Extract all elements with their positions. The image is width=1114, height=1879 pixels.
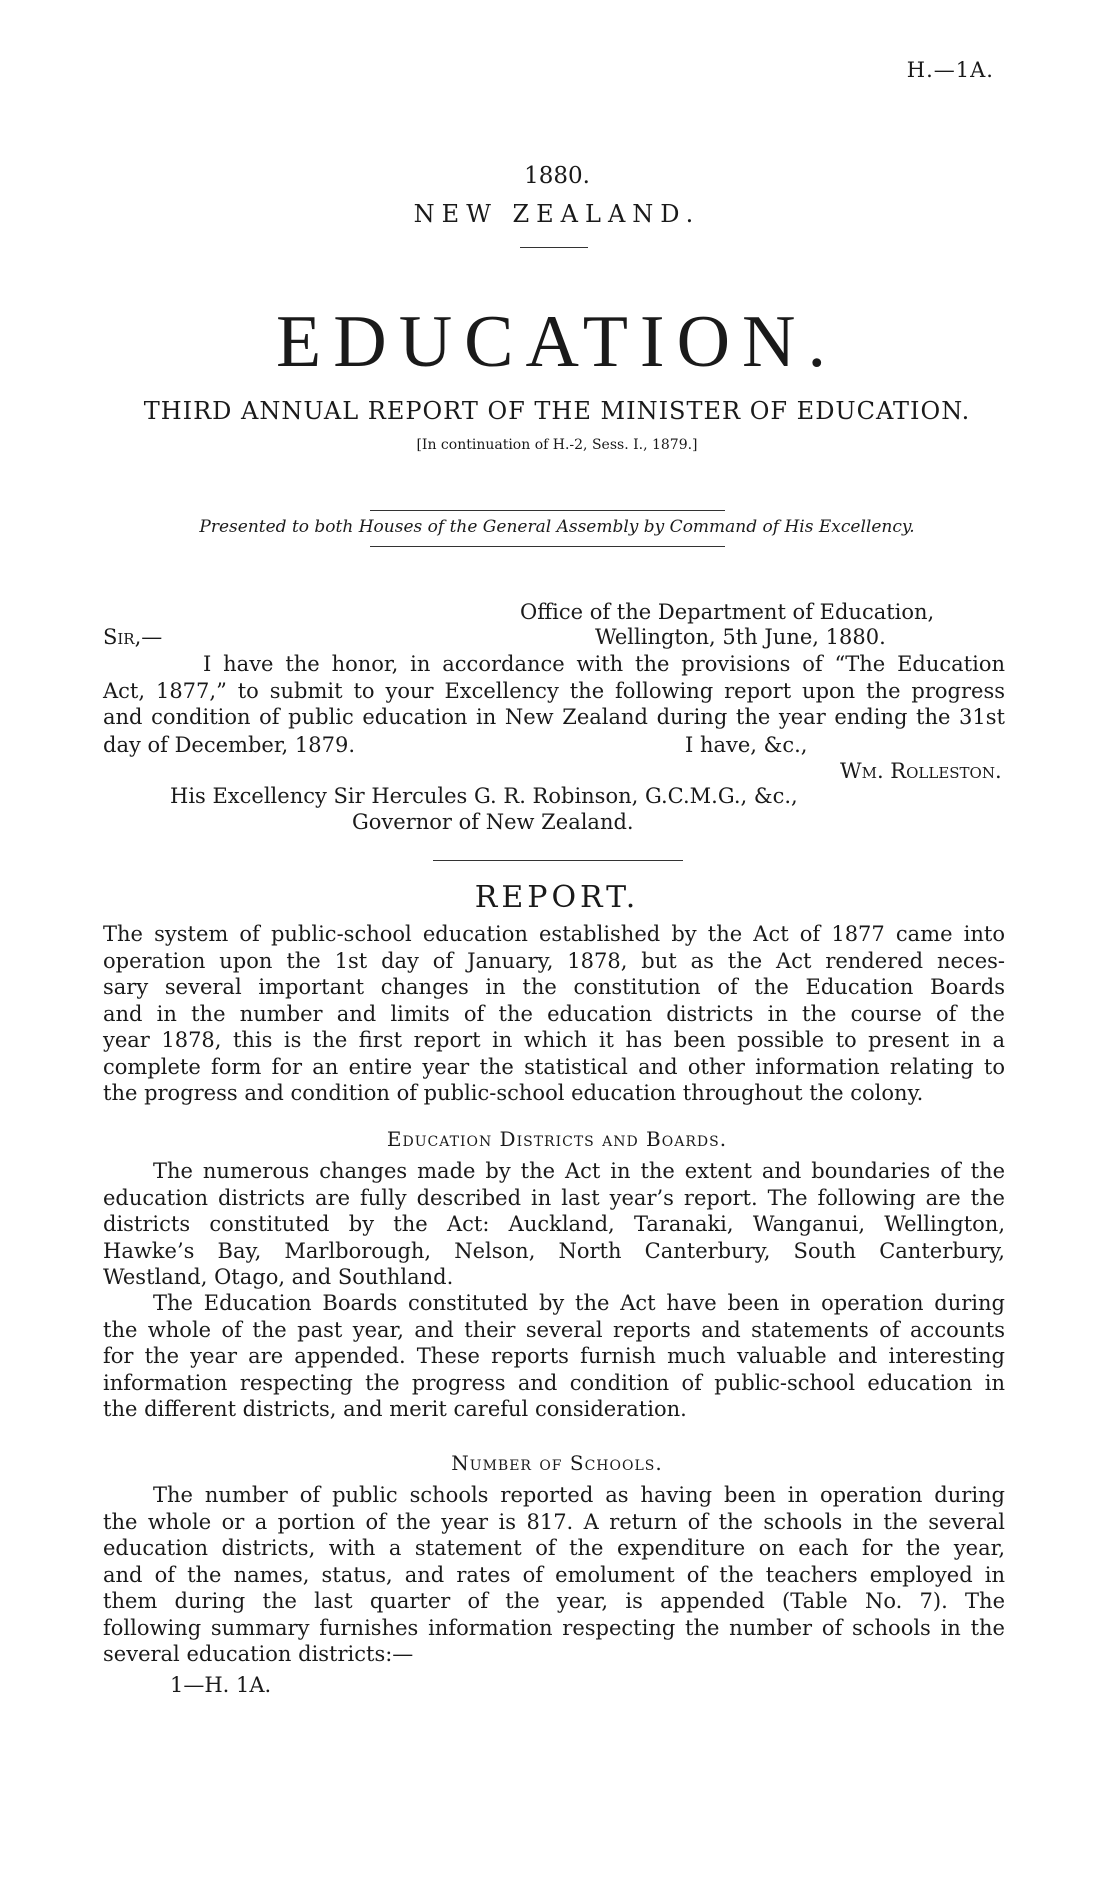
intro-line: sary several important changes in the constitution of the Education Boards [103,975,1005,999]
letter-line: I have the honor, in accordance with the provisions of “The Education [203,652,1005,676]
continuation-note: [In continuation of H.-2, Sess. I., 1879.] [416,437,698,453]
letter-line: and condition of public education in New Zealand during the year ending the 31st [103,705,1005,729]
boards-line: the different districts, and merit careful consideration. [103,1397,687,1421]
letter-office: Office of the Department of Education, [520,600,935,624]
boards-line: for the year are appended. These reports furnish much valuable and interesting [103,1344,1005,1368]
intro-line: complete form for an entire year the statistical and other information relating to [103,1054,1005,1079]
divider-report [433,860,683,861]
report-heading: REPORT. [474,880,640,915]
boards-line: The Education Boards constituted by the Act have been in operation during [153,1291,1005,1315]
divider-presented-bottom [370,546,725,547]
districts-line: Westland, Otago, and Southland. [103,1265,454,1289]
document-country: NEW ZEALAND. [413,200,701,228]
letter-closing: I have, &c., [685,733,808,757]
districts-paragraph-2 [103,1290,1005,1423]
districts-line: districts constituted by the Act: Auckland, Taranaki, Wanganui, Wellington, [103,1212,1005,1236]
document-title: EDUCATION. [276,301,838,383]
report-intro [103,921,1005,1107]
letter-last-line: day of December, 1879. [103,733,356,757]
schools-line: them during the last quarter of the year, is appended (Table No. 7). The [103,1589,1005,1613]
districts-line: Hawke’s Bay, Marlborough, Nelson, North Canterbury, South Canterbury, [103,1238,1005,1263]
document-reference: H.—1A. [906,58,994,82]
footer-reference: 1—H. 1A. [170,1673,272,1697]
boards-line: information respecting the progress and condition of public-school education in [103,1370,1005,1395]
districts-line: The numerous changes made by the Act in the extent and boundaries of the [153,1159,1005,1183]
schools-line: several education districts:— [103,1642,414,1666]
schools-line: following summary furnishes information respecting the number of schools in the [103,1615,1005,1640]
schools-line: and of the names, status, and rates of emolument of the teachers employed in [103,1562,1005,1587]
schools-paragraph [103,1482,1005,1668]
letter-signature: Wm. Rolleston. [840,759,1002,783]
letter-salutation: Sir,— [103,625,163,649]
divider-short [520,247,588,248]
intro-line: operation upon the 1st day of January, 1878, but as the Act rendered neces- [103,948,1005,973]
intro-line: The system of public-school education established by the Act of 1877 came into [103,922,1005,946]
schools-line: The number of public schools reported as having been in operation during [153,1483,1005,1507]
boards-line: the whole of the past year, and their several reports and statements of accounts [103,1317,1005,1342]
districts-paragraph-1 [103,1158,1005,1291]
document-subtitle: THIRD ANNUAL REPORT OF THE MINISTER OF EDUCATION. [143,397,971,425]
letter-addressee-title: Governor of New Zealand. [352,810,634,834]
districts-line: education districts are fully described in last year’s report. The following are the [103,1185,1005,1210]
intro-line: and in the number and limits of the education districts in the course of the [103,1001,1005,1026]
schools-line: the whole or a portion of the year is 817. A return of the schools in the several [103,1509,1005,1534]
section-heading-schools: Number of Schools. [451,1451,663,1475]
divider-presented-top [370,510,725,511]
section-heading-districts: Education Districts and Boards. [386,1127,728,1151]
intro-line: year 1878, this is the first report in which it has been possible to present in a [103,1028,1005,1052]
letter-place-date: Wellington, 5th June, 1880. [595,625,886,649]
letter-line: Act, 1877,” to submit to your Excellency the following report upon the progress [103,678,1005,703]
schools-line: education districts, with a statement of the expenditure on each for the year, [103,1536,1005,1560]
letter-body [103,651,1005,731]
document-year: 1880. [524,163,590,189]
letter-addressee: His Excellency Sir Hercules G. R. Robinson, G.C.M.G., &c., [170,784,798,808]
presented-note: Presented to both Houses of the General Assembly by Command of His Excellency. [199,517,915,537]
intro-line: the progress and condition of public-school education throughout the colony. [103,1081,924,1105]
